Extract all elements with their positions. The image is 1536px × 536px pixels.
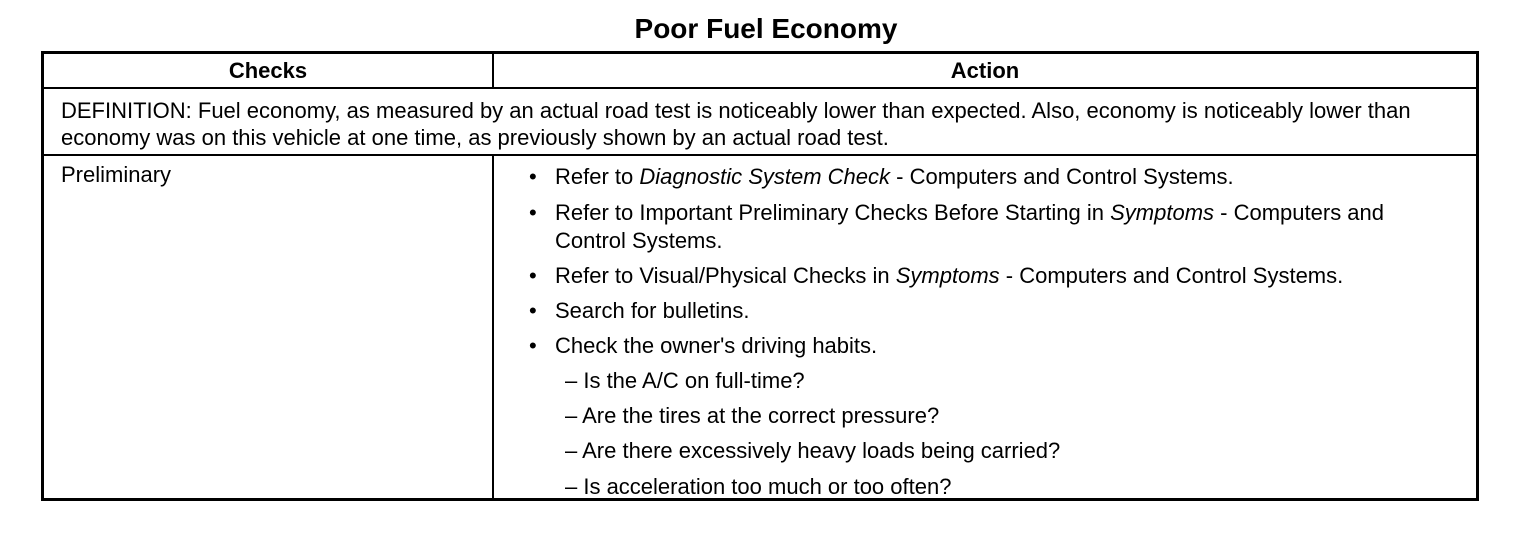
action-bullet: • Check the owner's driving habits. [529, 333, 878, 358]
page-title: Poor Fuel Economy [634, 13, 898, 44]
action-bullet: • Refer to Visual/Physical Checks in Symptoms - Computers and Control Systems. [529, 263, 1344, 288]
action-bullet: • Search for bulletins. [529, 298, 750, 323]
definition-text: DEFINITION: Fuel economy, as measured by an actual road test is noticeably lower than expected. Also, economy is noticeably lower than economy was on this vehicle at one time, as previously shown by an actual road test. [44, 89, 1476, 156]
check-label: Preliminary [61, 162, 172, 187]
column-header-checks: Checks [44, 54, 494, 89]
check-cell [44, 156, 494, 498]
sub-item: – Are the tires at the correct pressure? [565, 403, 940, 428]
action-bullet: • Refer to Important Preliminary Checks Before Starting in Symptoms - Computers and Control Systems. [529, 200, 1385, 253]
sub-item: – Are there excessively heavy loads being carried? [565, 438, 1061, 463]
action-bullet: • Refer to Diagnostic System Check - Computers and Control Systems. [529, 164, 1234, 189]
sub-item: – Is the A/C on full-time? [565, 368, 805, 393]
action-cell [494, 156, 1476, 498]
column-header-action: Action [494, 54, 1476, 89]
diagnostic-table [41, 51, 1479, 501]
sub-item: – Is acceleration too much or too often? [565, 474, 952, 499]
